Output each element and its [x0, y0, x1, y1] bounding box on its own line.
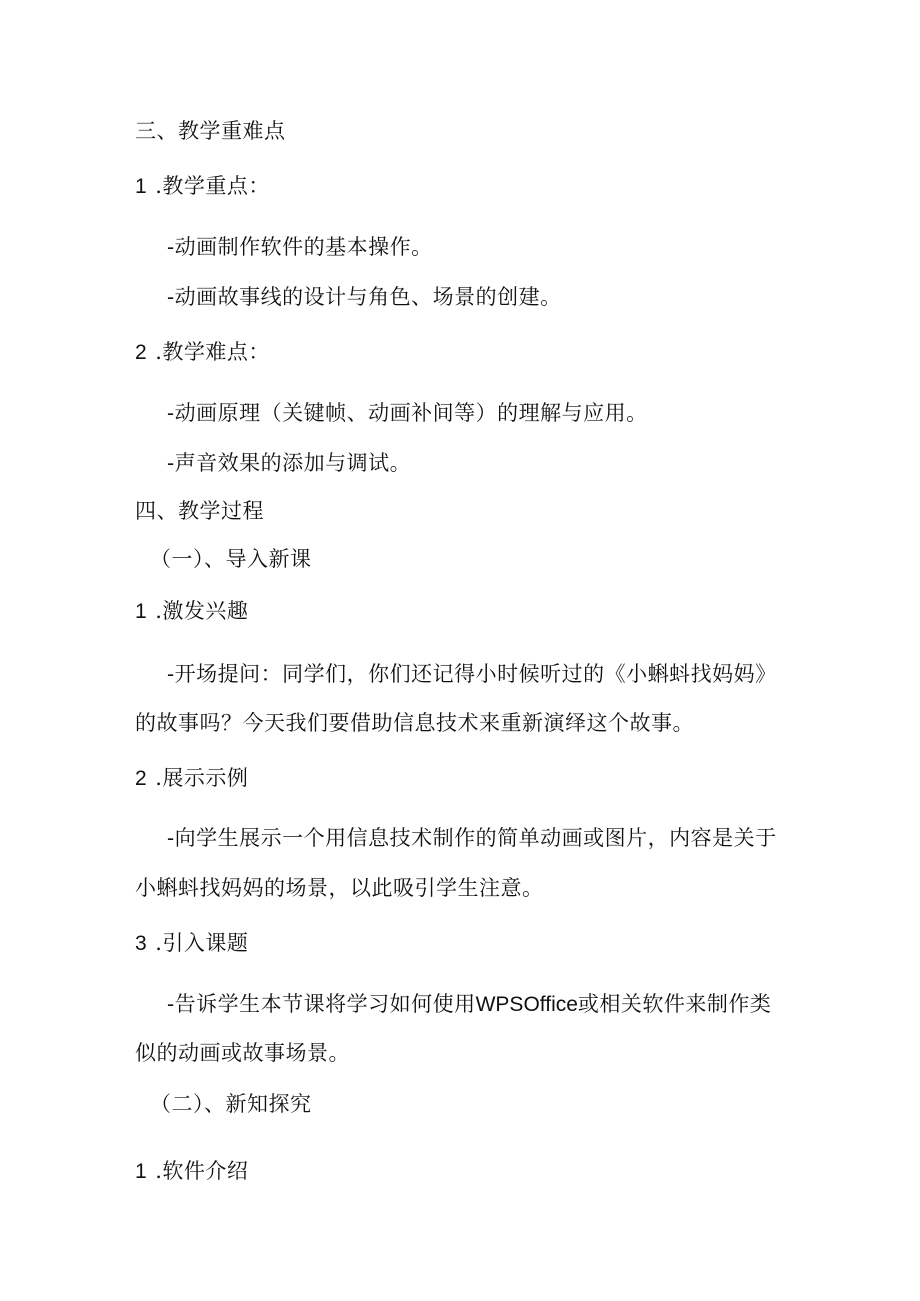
paragraph-line: 小蝌蚪找妈妈的场景，以此吸引学生注意。: [135, 876, 544, 900]
list-label: .软件介绍: [155, 1159, 249, 1183]
list-number: 1: [135, 175, 148, 198]
key-point-item: -动画制作软件的基本操作。: [167, 235, 433, 259]
list-label: .教学难点：: [155, 340, 270, 364]
list-number: 2: [135, 767, 148, 790]
list-label: .教学重点：: [155, 174, 270, 198]
step-heading: [135, 597, 248, 626]
key-points-heading: [135, 172, 270, 201]
subsection-heading-intro: （一）、导入新课: [150, 547, 312, 571]
list-number: 1: [135, 600, 148, 623]
section-heading-process: 四、教学过程: [135, 499, 264, 523]
list-number: 3: [135, 932, 148, 955]
section-heading-difficulties: 三、教学重难点: [135, 119, 286, 143]
paragraph-line: 似的动画或故事场景。: [135, 1041, 350, 1065]
difficult-point-item: -声音效果的添加与调试。: [167, 451, 412, 475]
difficult-point-item: -动画原理（关键帧、动画补间等）的理解与应用。: [167, 401, 648, 425]
subsection-heading-exploration: （二）、新知探究: [150, 1092, 312, 1116]
difficult-points-heading: [135, 338, 270, 367]
step-heading: [135, 929, 248, 958]
list-number: 1: [135, 1160, 148, 1183]
list-label: .引入课题: [155, 931, 249, 955]
list-label: .激发兴趣: [155, 599, 249, 623]
step-heading: [135, 764, 248, 793]
key-point-item: -动画故事线的设计与角色、场景的创建。: [167, 285, 562, 309]
step-heading: [135, 1157, 248, 1186]
list-number: 2: [135, 341, 148, 364]
paragraph-line: -开场提问：同学们，你们还记得小时候听过的《小蝌蚪找妈妈》: [167, 662, 777, 686]
text-segment: 或相关软件来制作类: [577, 992, 772, 1016]
paragraph-line: [167, 990, 771, 1019]
paragraph-line: 的故事吗？今天我们要借助信息技术来重新演绎这个故事。: [135, 711, 694, 735]
list-label: .展示示例: [155, 766, 249, 790]
software-name: WPSOffice: [475, 993, 578, 1016]
text-segment: -告诉学生本节课将学习如何使用: [167, 992, 476, 1016]
paragraph-line: -向学生展示一个用信息技术制作的简单动画或图片，内容是关于: [167, 826, 777, 850]
